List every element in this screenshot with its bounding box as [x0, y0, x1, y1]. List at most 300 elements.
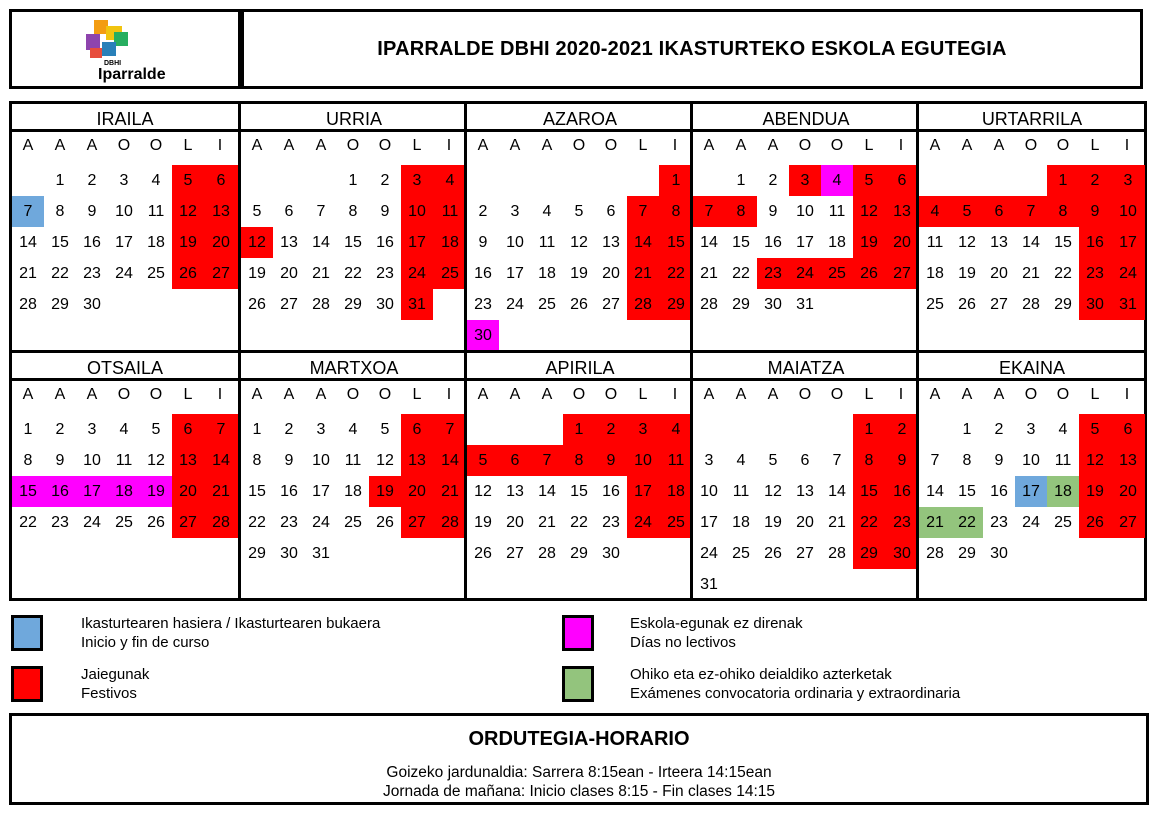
day-cell: 6	[284, 203, 294, 220]
day-cell: 26	[376, 514, 394, 531]
day-cell: 26	[570, 296, 588, 313]
day-cell: 16	[885, 476, 919, 507]
day-cell: 23	[474, 296, 492, 313]
day-cell: 9	[478, 234, 488, 251]
weekday-label: A	[283, 386, 295, 403]
weekday-label: A	[315, 137, 327, 154]
day-cell: 11	[659, 445, 693, 476]
month-name: URTARRILA	[919, 104, 1145, 132]
month-iraila	[12, 104, 238, 352]
day-cell: 27	[1111, 507, 1145, 538]
day-cell: 13	[204, 196, 238, 227]
weekday-label: O	[830, 386, 844, 403]
weekday-label: A	[22, 137, 34, 154]
day-cell: 7	[204, 414, 238, 445]
day-cell: 3	[789, 165, 821, 196]
weekday-label: L	[412, 137, 422, 154]
day-cell: 2	[478, 203, 488, 220]
day-cell: 6	[606, 203, 616, 220]
month-otsaila	[12, 353, 238, 601]
day-cell: 19	[248, 265, 266, 282]
day-cell: 23	[885, 507, 919, 538]
weekday-label: A	[283, 137, 295, 154]
weekday-label: A	[541, 137, 553, 154]
day-cell: 27	[885, 258, 919, 289]
day-cell: 19	[1079, 476, 1111, 507]
weekday-label: L	[183, 137, 193, 154]
day-cell: 21	[828, 514, 846, 531]
day-cell: 18	[732, 514, 750, 531]
legend-holiday-line1: Jaiegunak	[81, 666, 150, 683]
day-cell: 14	[1022, 234, 1040, 251]
day-cell: 15	[958, 483, 976, 500]
day-cell: 8	[725, 196, 757, 227]
weekday-label: A	[541, 386, 553, 403]
day-cell: 5	[574, 203, 584, 220]
day-cell: 11	[115, 452, 133, 469]
day-cell: 23	[1079, 258, 1111, 289]
day-cell: 28	[1022, 296, 1040, 313]
day-cell: 28	[627, 289, 659, 320]
day-cell: 14	[538, 483, 556, 500]
weekday-label: A	[54, 137, 66, 154]
day-cell: 17	[115, 234, 133, 251]
day-cell: 7	[930, 452, 940, 469]
day-cell: 20	[796, 514, 814, 531]
day-cell: 31	[796, 296, 814, 313]
legend-exams-text	[630, 665, 960, 703]
day-cell: 3	[401, 165, 433, 196]
weekday-label: A	[86, 137, 98, 154]
day-cell: 4	[151, 172, 161, 189]
day-cell: 4	[659, 414, 693, 445]
day-cell: 7	[693, 196, 725, 227]
day-cell: 19	[140, 476, 172, 507]
page-title: IPARRALDE DBHI 2020-2021 IKASTURTEKO ESKOLA EGUTEGIA	[377, 37, 1007, 60]
day-cell: 29	[570, 545, 588, 562]
day-cell: 10	[401, 196, 433, 227]
day-cell: 2	[595, 414, 627, 445]
day-cell: 21	[312, 265, 330, 282]
day-cell: 16	[83, 234, 101, 251]
day-cell: 20	[172, 476, 204, 507]
month-name: APIRILA	[467, 353, 693, 381]
weekday-label: I	[898, 386, 904, 403]
month-name: IRAILA	[12, 104, 238, 132]
legend-exams-line2: Exámenes convocatoria ordinaria y extraordinaria	[630, 685, 961, 702]
day-cell: 6	[204, 165, 238, 196]
day-cell: 22	[344, 265, 362, 282]
month-name: MARTXOA	[241, 353, 467, 381]
day-cell: 3	[627, 414, 659, 445]
day-cell: 20	[602, 265, 620, 282]
weekday-label: A	[993, 386, 1005, 403]
weekday-label: O	[604, 386, 618, 403]
day-cell: 17	[506, 265, 524, 282]
day-cell: 11	[732, 483, 750, 500]
day-cell: 1	[563, 414, 595, 445]
day-cell: 29	[344, 296, 362, 313]
day-cell: 18	[828, 234, 846, 251]
weekday-label: L	[638, 386, 648, 403]
day-cell: 17	[796, 234, 814, 251]
weekday-label: A	[735, 386, 747, 403]
day-cell: 20	[280, 265, 298, 282]
day-cell: 26	[764, 545, 782, 562]
day-cell: 22	[732, 265, 750, 282]
day-cell: 18	[538, 265, 556, 282]
day-cell: 1	[1047, 165, 1079, 196]
day-cell: 12	[474, 483, 492, 500]
legend-start-end-text	[81, 614, 380, 652]
day-cell: 12	[376, 452, 394, 469]
day-cell: 7	[531, 445, 563, 476]
weekday-label: O	[1056, 137, 1070, 154]
day-cell: 10	[312, 452, 330, 469]
weekday-label: A	[993, 137, 1005, 154]
day-cell: 29	[1054, 296, 1072, 313]
legend-start-end-line2: Inicio y fin de curso	[81, 634, 210, 651]
day-cell: 5	[853, 165, 885, 196]
day-cell: 17	[401, 227, 433, 258]
day-cell: 4	[433, 165, 467, 196]
day-cell: 19	[570, 265, 588, 282]
weekday-label: O	[1024, 386, 1038, 403]
day-cell: 14	[433, 445, 467, 476]
day-cell: 22	[853, 507, 885, 538]
day-cell: 27	[796, 545, 814, 562]
day-cell: 19	[369, 476, 401, 507]
day-cell: 14	[828, 483, 846, 500]
day-cell: 3	[1111, 165, 1145, 196]
day-cell: 9	[595, 445, 627, 476]
day-cell: 26	[147, 514, 165, 531]
weekday-label: A	[929, 386, 941, 403]
day-cell: 1	[348, 172, 358, 189]
day-cell: 11	[147, 203, 165, 220]
day-cell: 7	[1015, 196, 1047, 227]
weekday-label: A	[961, 137, 973, 154]
day-cell: 30	[885, 538, 919, 569]
day-cell: 29	[659, 289, 693, 320]
weekday-label: O	[346, 137, 360, 154]
day-cell: 18	[108, 476, 140, 507]
day-cell: 16	[1079, 227, 1111, 258]
weekday-label: A	[509, 137, 521, 154]
weekday-label: A	[961, 386, 973, 403]
logo-square-blue	[102, 42, 116, 56]
day-cell: 27	[990, 296, 1008, 313]
day-cell: 2	[768, 172, 778, 189]
day-cell: 29	[732, 296, 750, 313]
weekday-label: A	[315, 386, 327, 403]
weekday-label: I	[898, 137, 904, 154]
legend-start-end-swatch	[11, 615, 43, 651]
weekday-label: O	[117, 137, 131, 154]
day-cell: 23	[83, 265, 101, 282]
day-cell: 24	[506, 296, 524, 313]
day-cell: 24	[789, 258, 821, 289]
day-cell: 10	[506, 234, 524, 251]
day-cell: 2	[87, 172, 97, 189]
day-cell: 27	[602, 296, 620, 313]
legend	[0, 605, 1161, 705]
day-cell: 20	[204, 227, 238, 258]
month-name: MAIATZA	[693, 353, 919, 381]
schedule-line-basque: Goizeko jardunaldia: Sarrera 8:15ean - Irteera 14:15ean	[386, 764, 772, 781]
day-cell: 13	[506, 483, 524, 500]
day-cell: 25	[821, 258, 853, 289]
day-cell: 7	[433, 414, 467, 445]
day-cell: 8	[962, 452, 972, 469]
day-cell: 6	[983, 196, 1015, 227]
day-cell: 10	[796, 203, 814, 220]
day-cell: 8	[853, 445, 885, 476]
month-name: URRIA	[241, 104, 467, 132]
day-cell: 23	[757, 258, 789, 289]
day-cell: 30	[990, 545, 1008, 562]
month-name: ABENDUA	[693, 104, 919, 132]
header	[9, 9, 1143, 87]
day-cell: 6	[885, 165, 919, 196]
weekday-label: O	[378, 386, 392, 403]
day-cell: 23	[51, 514, 69, 531]
day-cell: 29	[51, 296, 69, 313]
day-cell: 7	[832, 452, 842, 469]
day-cell: 12	[958, 234, 976, 251]
day-cell: 3	[316, 421, 326, 438]
legend-no-school-line1: Eskola-egunak ez direnak	[630, 615, 803, 632]
day-cell: 1	[659, 165, 693, 196]
weekday-label: I	[672, 137, 678, 154]
month-name: OTSAILA	[12, 353, 238, 381]
legend-holiday-swatch	[11, 666, 43, 702]
day-cell: 21	[919, 507, 951, 538]
day-cell: 3	[1026, 421, 1036, 438]
day-cell: 18	[926, 265, 944, 282]
day-cell: 19	[474, 514, 492, 531]
day-cell: 4	[348, 421, 358, 438]
day-cell: 17	[1111, 227, 1145, 258]
day-cell: 19	[958, 265, 976, 282]
day-cell: 19	[853, 227, 885, 258]
day-cell: 13	[172, 445, 204, 476]
day-cell: 26	[853, 258, 885, 289]
day-cell: 21	[204, 476, 238, 507]
day-cell: 11	[1054, 452, 1072, 469]
weekday-label: O	[830, 137, 844, 154]
day-cell: 26	[1079, 507, 1111, 538]
weekday-label: L	[1090, 386, 1100, 403]
weekday-label: L	[864, 386, 874, 403]
day-cell: 15	[51, 234, 69, 251]
day-cell: 2	[55, 421, 65, 438]
day-cell: 31	[700, 576, 718, 593]
month-abendua	[693, 104, 919, 352]
day-cell: 28	[926, 545, 944, 562]
weekday-label: A	[22, 386, 34, 403]
day-cell: 24	[401, 258, 433, 289]
legend-no-school-line2: Días no lectivos	[630, 634, 736, 651]
weekday-label: L	[1090, 137, 1100, 154]
day-cell: 4	[119, 421, 129, 438]
weekday-label: I	[1124, 137, 1130, 154]
day-cell: 14	[19, 234, 37, 251]
day-cell: 1	[252, 421, 262, 438]
day-cell: 25	[926, 296, 944, 313]
month-maiatza	[693, 353, 919, 601]
day-cell: 1	[55, 172, 65, 189]
day-cell: 14	[312, 234, 330, 251]
day-cell: 24	[627, 507, 659, 538]
day-cell: 26	[172, 258, 204, 289]
weekday-label: A	[251, 386, 263, 403]
day-cell: 24	[83, 514, 101, 531]
day-cell: 11	[538, 234, 556, 251]
day-cell: 10	[700, 483, 718, 500]
day-cell: 30	[467, 320, 499, 351]
weekday-label: A	[251, 137, 263, 154]
day-cell: 29	[958, 545, 976, 562]
day-cell: 15	[570, 483, 588, 500]
day-cell: 1	[853, 414, 885, 445]
day-cell: 8	[659, 196, 693, 227]
weekday-label: I	[672, 386, 678, 403]
day-cell: 18	[1047, 476, 1079, 507]
day-cell: 17	[627, 476, 659, 507]
day-cell: 6	[499, 445, 531, 476]
day-cell: 26	[474, 545, 492, 562]
day-cell: 4	[736, 452, 746, 469]
day-cell: 1	[736, 172, 746, 189]
day-cell: 25	[538, 296, 556, 313]
day-cell: 9	[284, 452, 294, 469]
day-cell: 29	[248, 545, 266, 562]
day-cell: 20	[1111, 476, 1145, 507]
weekday-label: O	[149, 386, 163, 403]
day-cell: 4	[919, 196, 951, 227]
legend-exams-swatch	[562, 666, 594, 702]
month-martxoa	[241, 353, 467, 601]
day-cell: 7	[627, 196, 659, 227]
day-cell: 23	[990, 514, 1008, 531]
day-cell: 8	[55, 203, 65, 220]
day-cell: 28	[204, 507, 238, 538]
day-cell: 28	[19, 296, 37, 313]
day-cell: 10	[1022, 452, 1040, 469]
weekday-label: A	[477, 137, 489, 154]
day-cell: 9	[994, 452, 1004, 469]
day-cell: 15	[344, 234, 362, 251]
day-cell: 30	[280, 545, 298, 562]
day-cell: 12	[764, 483, 782, 500]
day-cell: 8	[252, 452, 262, 469]
day-cell: 12	[147, 452, 165, 469]
day-cell: 22	[570, 514, 588, 531]
day-cell: 22	[659, 258, 693, 289]
day-cell: 2	[284, 421, 294, 438]
day-cell: 4	[1058, 421, 1068, 438]
weekday-label: I	[446, 137, 452, 154]
day-cell: 20	[885, 227, 919, 258]
month-azaroa	[467, 104, 693, 352]
day-cell: 16	[44, 476, 76, 507]
day-cell: 5	[1079, 414, 1111, 445]
weekday-label: A	[929, 137, 941, 154]
legend-no-school-text	[630, 614, 803, 652]
day-cell: 9	[1079, 196, 1111, 227]
month-apirila	[467, 353, 693, 601]
day-cell: 24	[312, 514, 330, 531]
day-cell: 10	[1111, 196, 1145, 227]
logo-box	[9, 9, 241, 89]
day-cell: 10	[115, 203, 133, 220]
weekday-label: I	[1124, 386, 1130, 403]
weekday-label: A	[703, 386, 715, 403]
day-cell: 8	[23, 452, 33, 469]
day-cell: 9	[55, 452, 65, 469]
weekday-label: A	[767, 386, 779, 403]
day-cell: 3	[119, 172, 129, 189]
day-cell: 23	[602, 514, 620, 531]
day-cell: 27	[280, 296, 298, 313]
day-cell: 28	[538, 545, 556, 562]
legend-start-end-line1: Ikasturtearen hasiera / Ikasturtearen bukaera	[81, 615, 381, 632]
month-urtarrila	[919, 104, 1145, 352]
day-cell: 7	[316, 203, 326, 220]
weekday-label: O	[798, 137, 812, 154]
day-cell: 25	[147, 265, 165, 282]
day-cell: 13	[1111, 445, 1145, 476]
day-cell: 14	[627, 227, 659, 258]
day-cell: 27	[172, 507, 204, 538]
day-cell: 17	[700, 514, 718, 531]
day-cell: 15	[248, 483, 266, 500]
day-cell: 3	[87, 421, 97, 438]
day-cell: 17	[76, 476, 108, 507]
day-cell: 6	[172, 414, 204, 445]
day-cell: 18	[659, 476, 693, 507]
logo-square-red	[90, 48, 102, 58]
legend-holiday-line2: Festivos	[81, 685, 137, 702]
day-cell: 5	[380, 421, 390, 438]
weekday-label: O	[1056, 386, 1070, 403]
weekday-label: I	[217, 386, 223, 403]
day-cell: 24	[1111, 258, 1145, 289]
day-cell: 2	[994, 421, 1004, 438]
day-cell: 21	[700, 265, 718, 282]
day-cell: 18	[433, 227, 467, 258]
weekday-label: O	[572, 137, 586, 154]
weekday-label: L	[412, 386, 422, 403]
weekday-label: A	[477, 386, 489, 403]
day-cell: 16	[764, 234, 782, 251]
weekday-label: A	[735, 137, 747, 154]
day-cell: 17	[312, 483, 330, 500]
weekday-label: O	[378, 137, 392, 154]
weekday-label: O	[798, 386, 812, 403]
day-cell: 30	[764, 296, 782, 313]
weekday-label: L	[864, 137, 874, 154]
day-cell: 23	[280, 514, 298, 531]
day-cell: 3	[510, 203, 520, 220]
weekday-label: O	[149, 137, 163, 154]
day-cell: 20	[401, 476, 433, 507]
day-cell: 30	[376, 296, 394, 313]
weekday-label: O	[346, 386, 360, 403]
day-cell: 5	[467, 445, 499, 476]
day-cell: 16	[602, 483, 620, 500]
